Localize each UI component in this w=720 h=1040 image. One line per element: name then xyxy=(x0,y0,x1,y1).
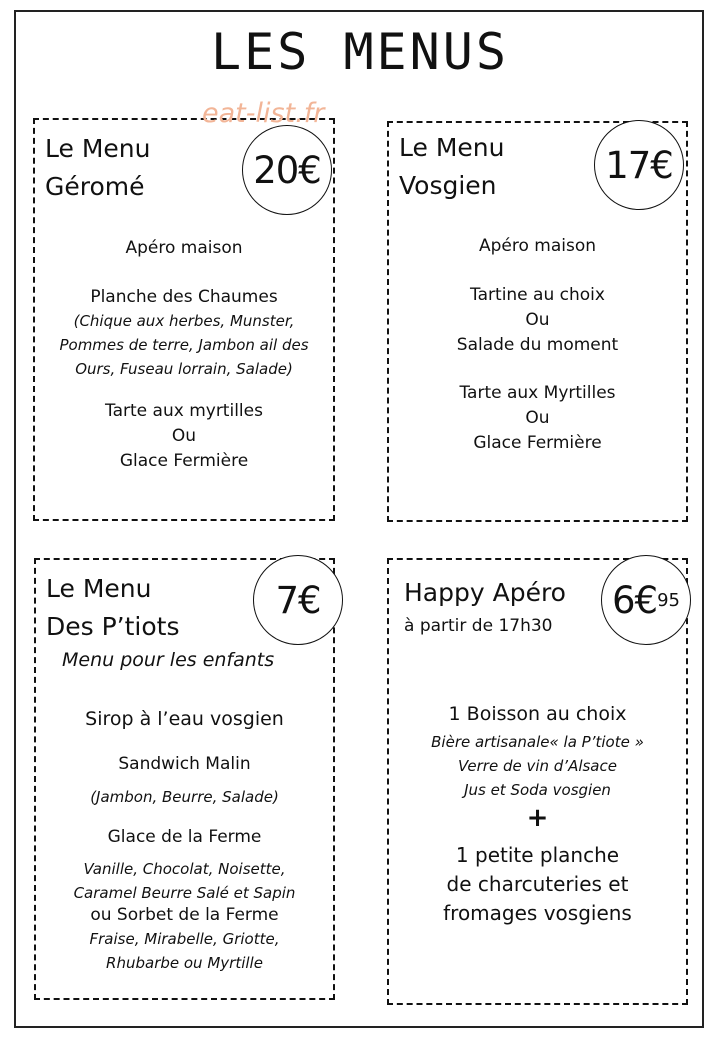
price-badge: 17€ xyxy=(594,120,684,210)
course-dessert: Tarte aux myrtilles Ou Glace Fermière xyxy=(105,401,263,471)
course-dessert: Tarte aux Myrtilles Ou Glace Fermière xyxy=(459,383,616,453)
menu-subtitle: Menu pour les enfants xyxy=(62,649,275,671)
course-main: Sandwich Malin xyxy=(118,754,251,774)
course-dessert: Glace de la Ferme xyxy=(107,827,262,847)
price-badge xyxy=(601,555,691,645)
price-cents: 95 xyxy=(657,589,680,611)
watermark: eat-list.fr xyxy=(202,98,325,129)
menu-name: Happy Apéro xyxy=(404,578,566,607)
plus-sign: + xyxy=(526,803,549,833)
course-main: Planche des Chaumes xyxy=(90,287,278,307)
page-title: LES MENUS xyxy=(211,23,509,81)
price-badge: 20€ xyxy=(242,125,332,215)
menu-name: Le Menu Vosgien xyxy=(399,133,505,200)
course-aperitif: Apéro maison xyxy=(478,236,597,256)
course-dessert-alt-detail: Fraise, Mirabelle, Griotte, Rhubarbe ou Myrtille xyxy=(89,930,280,972)
course-drink-detail: Bière artisanale« la P’tiote » Verre de vin d’Alsace Jus et Soda vosgien xyxy=(431,733,644,799)
course-drink: Sirop à l’eau vosgien xyxy=(85,708,284,730)
menu-name: Le Menu Des P’tiots xyxy=(46,574,180,641)
course-platter: 1 petite planche de charcuteries et fromages vosgiens xyxy=(443,843,632,925)
course-dessert-alt: ou Sorbet de la Ferme xyxy=(90,905,279,925)
course-main-detail: (Jambon, Beurre, Salade) xyxy=(90,788,279,806)
course-drink: 1 Boisson au choix xyxy=(448,703,627,725)
menu-name: Le Menu Géromé xyxy=(45,134,151,201)
course-main: Tartine au choix Ou Salade du moment xyxy=(456,285,619,355)
course-aperitif: Apéro maison xyxy=(125,238,243,258)
price-badge: 7€ xyxy=(253,555,343,645)
course-main-detail: (Chique aux herbes, Munster, Pommes de terre, Jambon ail des Ours, Fuseau lorrain, Salade) xyxy=(59,312,309,378)
happy-hour-time: à partir de 17h30 xyxy=(404,616,553,636)
course-dessert-detail: Vanille, Chocolat, Noisette, Caramel Beurre Salé et Sapin xyxy=(73,860,296,902)
price-main: 6€ xyxy=(612,578,658,622)
